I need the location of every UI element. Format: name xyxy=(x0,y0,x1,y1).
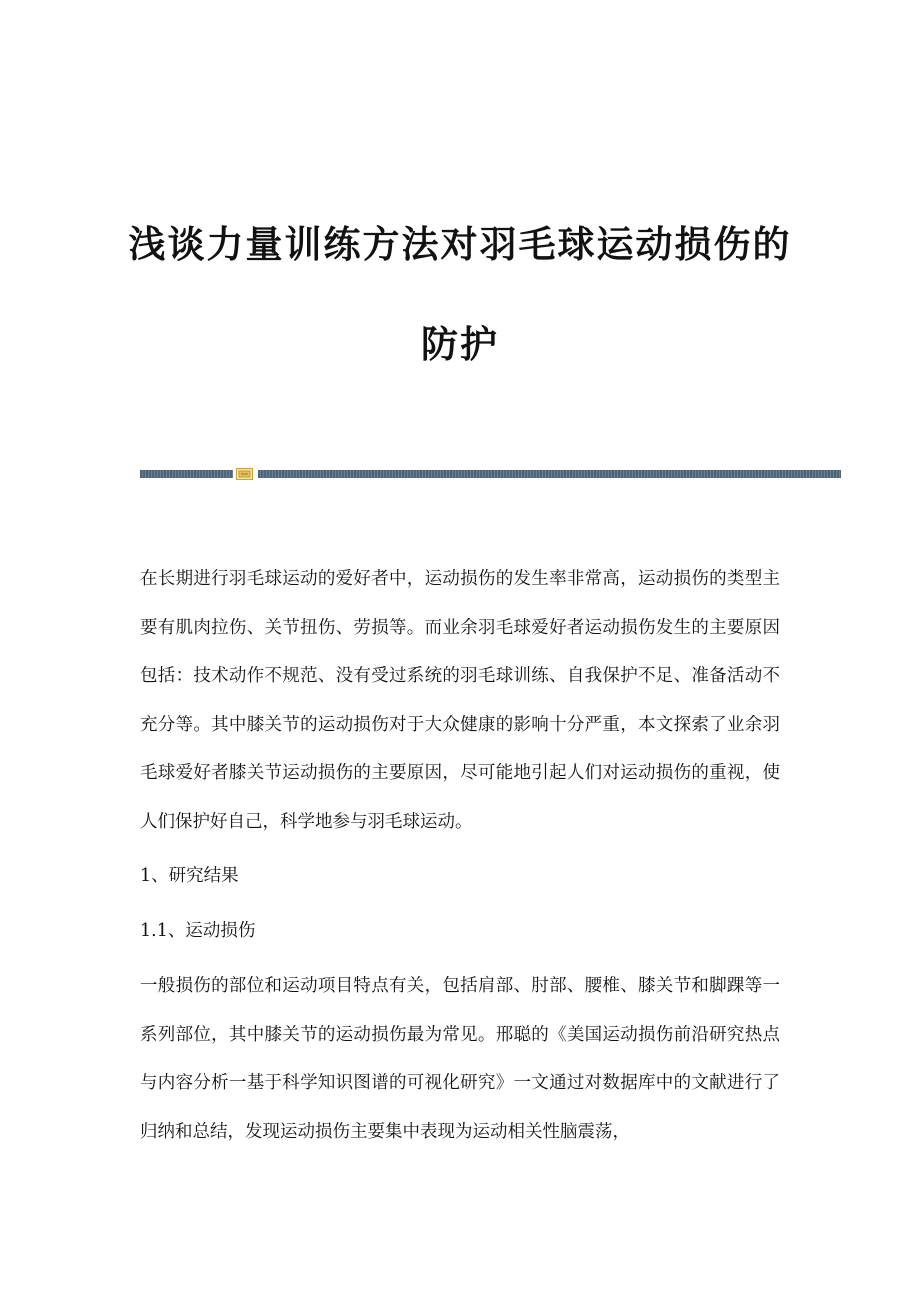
divider-ornament-icon xyxy=(236,468,253,480)
title-divider-right xyxy=(258,470,841,478)
document-title-line-1: 浅谈力量训练方法对羽毛球运动损伤的 xyxy=(128,222,792,266)
intro-paragraph: 在长期进行羽毛球运动的爱好者中，运动损伤的发生率非常高，运动损伤的类型主要有肌肉拉伤、关节扭伤、劳损等。而业余羽毛球爱好者运动损伤发生的主要原因包括：技术动作不规范、没有受过系统的羽毛球训练、自我保护不足、准备活动不充分等。其中膝关节的运动损伤对于大众健康的影响十分严重，本文探索了业余羽毛球爱好者膝关节运动损伤的主要原因，尽可能地引起人们对运动损伤的重视，使人们保护好自己，科学地参与羽毛球运动。 xyxy=(140,569,780,832)
title-divider-left xyxy=(140,470,233,478)
body-paragraph-injury-sites: 一般损伤的部位和运动项目特点有关，包括肩部、肘部、腰椎、膝关节和脚踝等一系列部位，其中膝关节的运动损伤最为常见。邢聪的《美国运动损伤前沿研究热点与内容分析一基于科学知识图谱的可视化研究》一文通过对数据库中的文献进行了归纳和总结，发现运动损伤主要集中表现为运动相关性脑震荡， xyxy=(140,976,780,1142)
section-heading-results: 1、研究结果 xyxy=(140,866,239,886)
document-title-line-2: 防护 xyxy=(421,322,499,366)
subsection-heading-sports-injury: 1.1、运动损伤 xyxy=(140,921,256,941)
